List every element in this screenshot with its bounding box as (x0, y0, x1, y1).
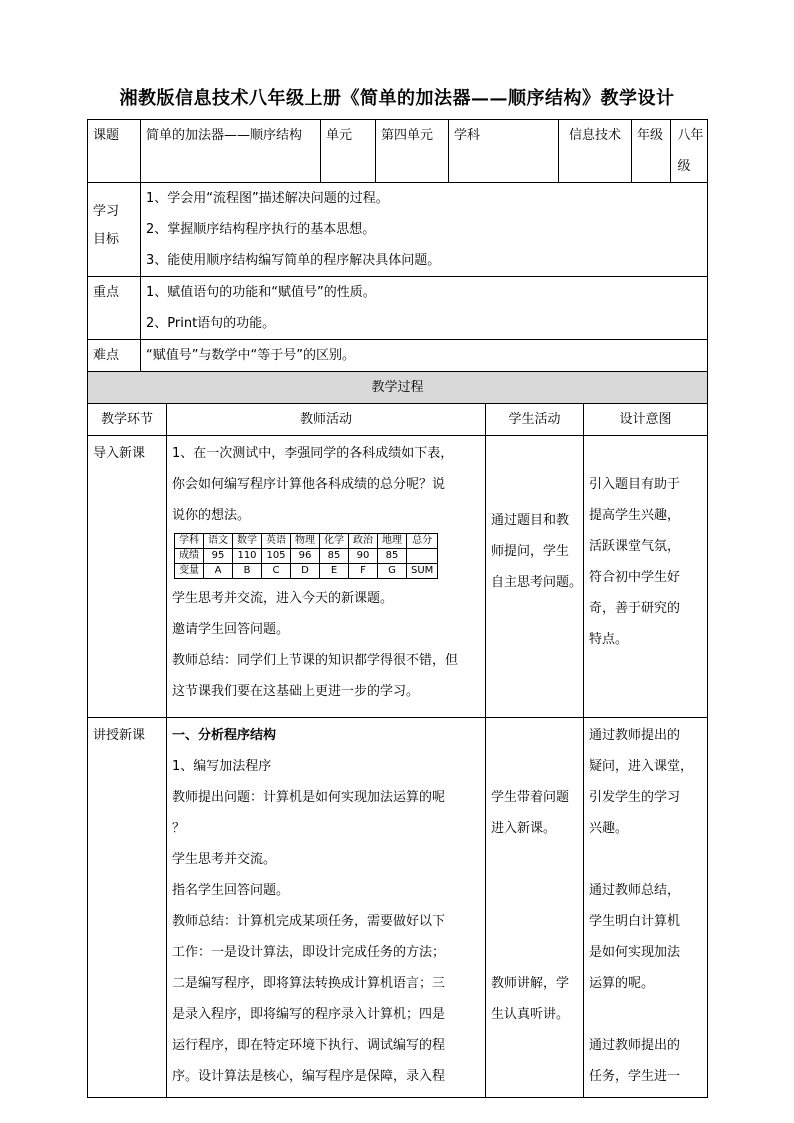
intro-intent-line: 活跃课堂气氛， (589, 538, 681, 554)
unit-value: 第四单元 (376, 120, 449, 183)
lecture-teacher (167, 718, 486, 1098)
score-cell: G (378, 564, 407, 579)
score-cell: 85 (320, 549, 349, 564)
goal-item: 1、学会用“流程图”描述解决问题的过程。 (146, 191, 389, 206)
col-header-intent: 设计意图 (584, 404, 708, 436)
lecture-intent-line: 通过教师提出的 (589, 728, 681, 743)
lecture-intent-line: 运算的呢。 (589, 976, 655, 991)
lecture-student-line: 进入新课。 (491, 821, 557, 836)
grade-value: 八年级 (677, 128, 704, 174)
lecture-intent-line: 学生明白计算机 (589, 914, 681, 929)
intro-teacher-line: 你会如何编写程序计算他各科成绩的总分呢？说 (172, 477, 446, 492)
lecture-teacher-line: 序。设计算法是核心，编写程序是保障，录入程 (172, 1069, 446, 1084)
key-points-content (141, 277, 708, 340)
intro-intent-line: 引入题目有助于 (589, 476, 681, 492)
lecture-teacher-line: 是录入程序，即将编写的程序录入计算机；四是 (172, 1007, 446, 1022)
lecture-teacher-line: ？ (172, 821, 186, 836)
lecture-teacher-line: 教师总结：计算机完成某项任务，需要做好以下 (172, 914, 446, 929)
lecture-teacher-line: 教师提出问题：计算机是如何实现加法运算的呢 (172, 790, 446, 805)
lecture-student-line: 学生带着问题 (491, 790, 570, 805)
col-header-student: 学生活动 (486, 404, 584, 436)
intro-teacher-line: 这节课我们要在这基础上更进一步的学习。 (172, 684, 420, 699)
lecture-teacher-line: 运行程序，即在特定环境下执行、调试编写的程 (172, 1038, 446, 1053)
score-cell: 90 (349, 549, 378, 564)
goals-row (88, 183, 708, 277)
score-cell: 105 (262, 549, 291, 564)
key-points-label: 重点 (88, 277, 141, 340)
difficulty-row (88, 340, 708, 372)
intro-intent-line: 奇，善于研究的 (589, 600, 681, 616)
difficulty-content: “赋值号”与数学中“等于号”的区别。 (141, 340, 708, 372)
intro-teacher-line: 邀请学生回答问题。 (172, 622, 290, 637)
intro-student-line: 通过题目和教 (491, 513, 570, 528)
score-cell: SUM (407, 564, 438, 579)
key-point-item: 2、Print语句的功能。 (146, 316, 276, 331)
intro-stage: 导入新课 (88, 436, 167, 718)
grade-value-cell (632, 120, 708, 183)
difficulty-label: 难点 (88, 340, 141, 372)
intro-student-line: 自主思考问题。 (491, 575, 583, 590)
score-cell: 变量 (175, 564, 204, 579)
score-cell: 数学 (233, 534, 262, 549)
lecture-stage: 讲授新课 (88, 718, 167, 1098)
intro-student (486, 436, 584, 718)
lecture-student (486, 718, 584, 1098)
lecture-intent (584, 718, 708, 1098)
lecture-teacher-line: 二是编写程序，即将算法转换成计算机语言；三 (172, 976, 446, 991)
process-header-row (88, 372, 708, 404)
col-header-stage: 教学环节 (88, 404, 167, 436)
score-cell: 语文 (204, 534, 233, 549)
intro-row (88, 436, 708, 718)
intro-intent-line: 特点。 (589, 631, 629, 647)
score-cell (407, 549, 438, 564)
score-cell: B (233, 564, 262, 579)
intro-teacher-line: 教师总结：同学们上节课的知识都学得很不错，但 (172, 653, 459, 668)
lesson-plan-table (87, 119, 708, 1098)
goal-item: 2、掌握顺序结构程序执行的基本思想。 (146, 222, 376, 237)
score-cell: A (204, 564, 233, 579)
key-point-item: 1、赋值语句的功能和“赋值号”的性质。 (146, 285, 376, 300)
lecture-intent-line: 兴趣。 (589, 821, 629, 836)
page-title: 湘教版信息技术八年级上册《简单的加法器——顺序结构》教学设计 (119, 88, 675, 109)
lecture-section-title: 一、分析程序结构 (172, 728, 277, 743)
intro-teacher (167, 436, 486, 718)
score-cell: 化学 (320, 534, 349, 549)
lecture-student-line: 教师讲解，学 (491, 976, 570, 991)
lecture-intent-line: 通过教师提出的 (589, 1038, 681, 1053)
lecture-intent-line: 是如何实现加法 (589, 945, 681, 960)
intro-intent (584, 436, 708, 718)
subject-label: 学科 (449, 120, 559, 183)
score-cell: 110 (233, 549, 262, 564)
subject-value: 信息技术 (559, 120, 632, 183)
score-cell: C (262, 564, 291, 579)
intro-teacher-line: 1、在一次测试中，李强同学的各科成绩如下表， (172, 446, 454, 461)
score-table (174, 533, 438, 579)
intro-student-line: 师提问，学生 (491, 544, 570, 559)
score-cell: 英语 (262, 534, 291, 549)
course-label: 课题 (88, 120, 141, 183)
column-header-row (88, 404, 708, 436)
score-cell: 总分 (407, 534, 438, 549)
intro-intent-line: 提高学生兴趣， (589, 507, 681, 523)
score-cell: F (349, 564, 378, 579)
col-header-teacher: 教师活动 (167, 404, 486, 436)
lecture-intent-line: 疑问，进入课堂， (589, 759, 694, 774)
lecture-teacher-line: 工作：一是设计算法，即设计完成任务的方法； (172, 945, 446, 960)
score-cell: 96 (291, 549, 320, 564)
score-cell: 地理 (378, 534, 407, 549)
process-header: 教学过程 (88, 372, 708, 404)
score-cell: 95 (204, 549, 233, 564)
score-cell: D (291, 564, 320, 579)
lecture-teacher-line: 1、编写加法程序 (172, 759, 272, 774)
key-points-row (88, 277, 708, 340)
lecture-teacher-line: 学生思考并交流。 (172, 852, 277, 867)
goal-item: 3、能使用顺序结构编写简单的程序解决具体问题。 (146, 253, 441, 268)
goals-label-line: 学习 (93, 204, 120, 219)
grade-label: 年级 (632, 120, 671, 182)
intro-teacher-line: 学生思考并交流，进入今天的新课题。 (172, 591, 394, 606)
lecture-row (88, 718, 708, 1098)
lecture-intent-line: 任务，学生进一 (589, 1069, 681, 1084)
score-cell: 成绩 (175, 549, 204, 564)
info-row (88, 120, 708, 183)
course-value: 简单的加法器——顺序结构 (141, 120, 321, 183)
score-table-scores-row (175, 549, 438, 564)
lecture-intent-line: 引发学生的学习 (589, 790, 681, 805)
score-cell: 物理 (291, 534, 320, 549)
score-cell: 学科 (175, 534, 204, 549)
score-cell: 85 (378, 549, 407, 564)
goals-label-line: 目标 (93, 232, 120, 247)
lecture-student-line: 生认真听讲。 (491, 1007, 570, 1022)
unit-label: 单元 (321, 120, 376, 183)
goals-label (88, 183, 141, 277)
intro-teacher-line: 说你的想法。 (172, 508, 251, 523)
score-cell: 政治 (349, 534, 378, 549)
lecture-teacher-line: 指名学生回答问题。 (172, 883, 290, 898)
goals-content (141, 183, 708, 277)
lecture-intent-line: 通过教师总结， (589, 883, 681, 898)
score-table-header-row (175, 534, 438, 549)
intro-intent-line: 符合初中学生好 (589, 569, 681, 585)
score-table-vars-row (175, 564, 438, 579)
score-cell: E (320, 564, 349, 579)
